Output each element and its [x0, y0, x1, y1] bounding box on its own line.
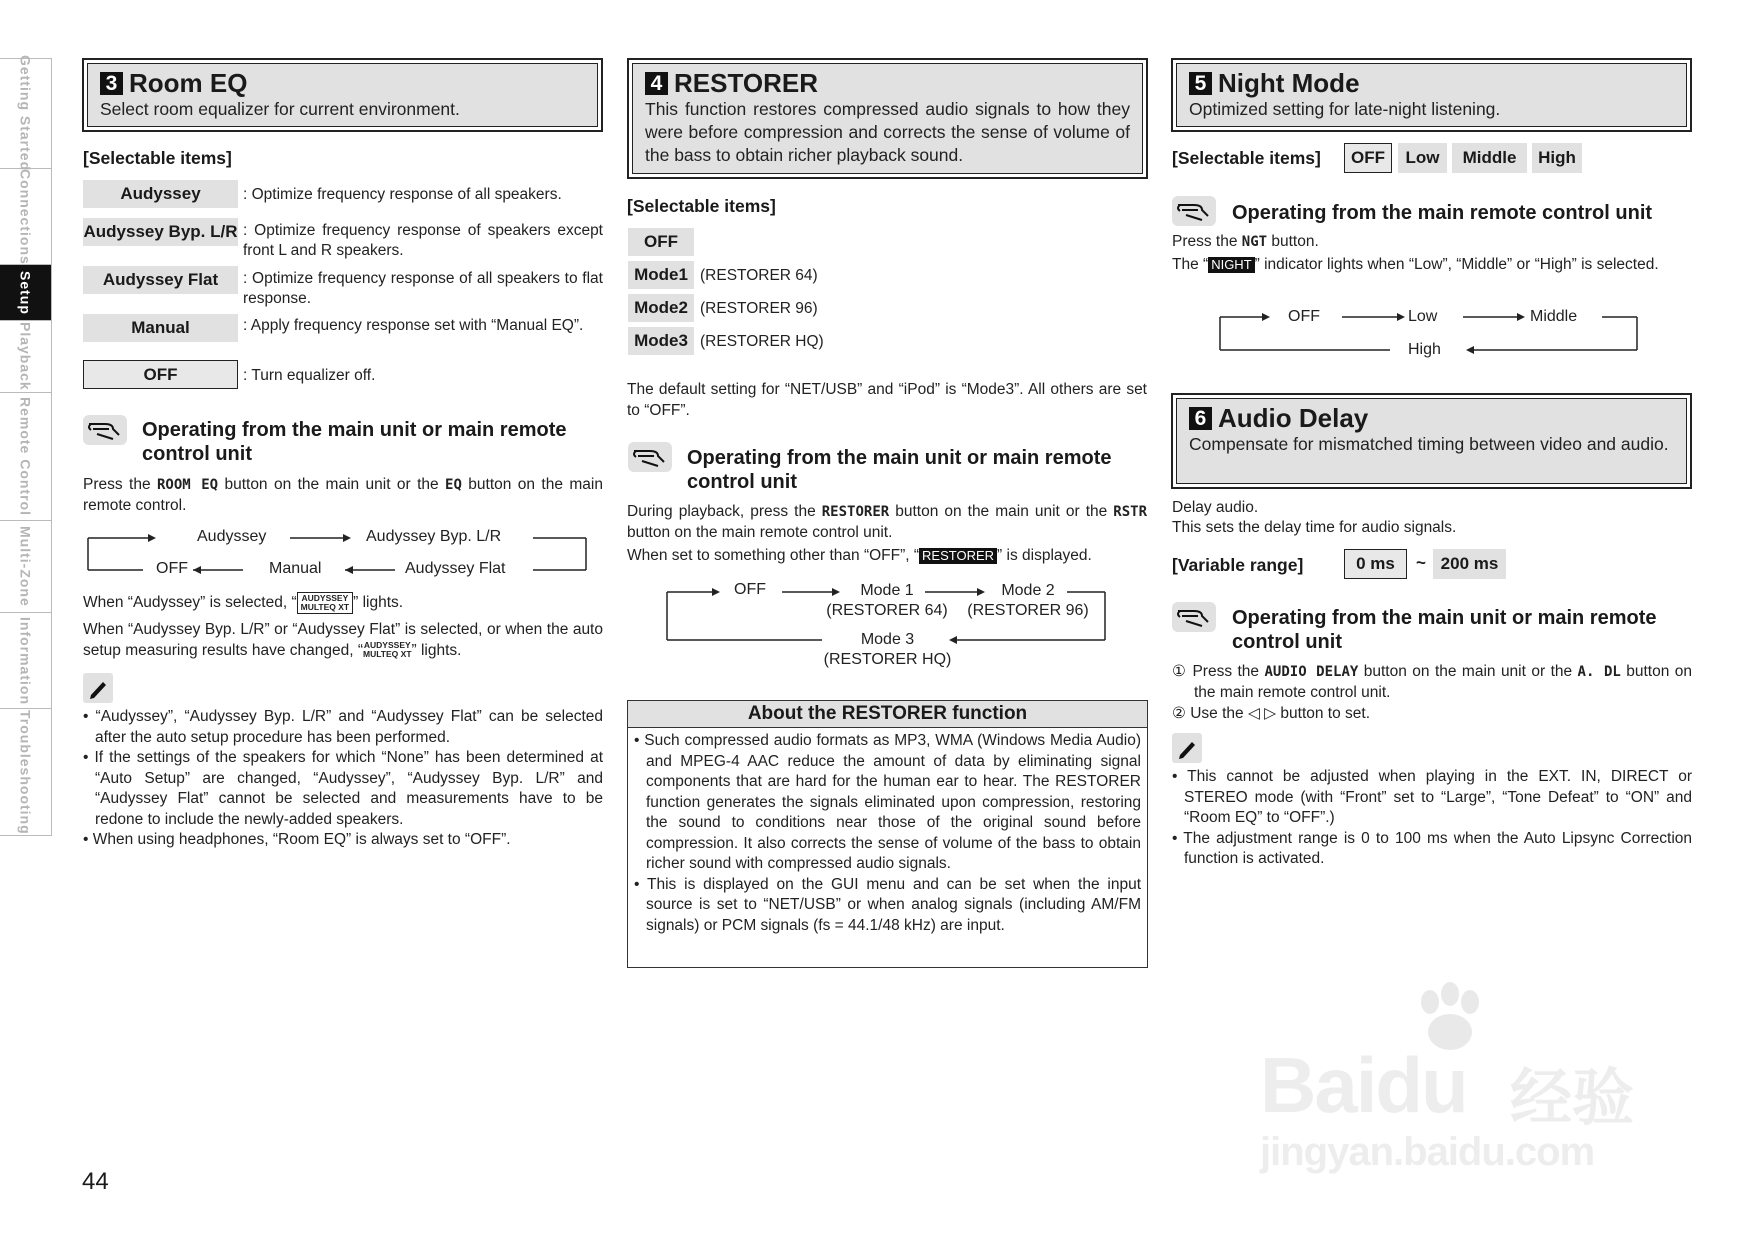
option-audyssey-byp: Audyssey Byp. L/R	[83, 218, 238, 246]
option-description: : Optimize frequency response of speakers except front L and R speakers.	[243, 222, 603, 259]
option-audyssey: Audyssey	[83, 180, 238, 208]
operation-title: Operating from the main unit or main remote control unit	[1232, 607, 1657, 653]
watermark-url: jingyan.baidu.com	[1260, 1130, 1595, 1174]
section-number: 4	[645, 72, 668, 95]
rstr-button-name: RSTR	[1113, 504, 1147, 520]
restorer-button-name: RESTORER	[821, 504, 890, 520]
about-title: About the RESTORER function	[628, 701, 1147, 728]
flow-step: Manual	[269, 560, 322, 577]
room-eq-button-name: ROOM EQ	[156, 477, 219, 493]
step-2: ② Use the ◁ ▷ button to set.	[1172, 705, 1371, 722]
flow-step: Audyssey Flat	[405, 560, 506, 577]
side-tab-multi-zone[interactable]: Multi-Zone	[0, 520, 52, 612]
display-text: When set to something other than “OFF”, “ RESTORER ” is displayed.	[627, 547, 1092, 564]
night-indicator: NIGHT	[1208, 257, 1254, 273]
section-description: Optimized setting for late-night listening.	[1189, 99, 1501, 119]
flow-step: Audyssey	[197, 528, 267, 545]
baidu-watermark: Baidu 经验 jingyan.baidu.com	[1260, 980, 1660, 1180]
option-low: Low	[1398, 143, 1447, 173]
flow-step: OFF	[734, 581, 766, 598]
about-item: • Such compressed audio formats as MP3, WMA (Windows Media Audio) and MPEG-4 AAC reduce the amount of data by eliminating signal components that are hard for the human ear to hear. The RESTORER function generates the signals eliminated upon compression, restoring the sound to conditions near those of the original sound before compression. It also corrects the sense of volume of the bass to obtain richer sound with compressed audio signals.	[634, 732, 1142, 872]
section-title: Night Mode	[1218, 68, 1360, 98]
option-description: : Apply frequency response set with “Manual EQ”.	[243, 317, 584, 334]
ngt-button-name: NGT	[1241, 234, 1268, 250]
side-tab-playback[interactable]: Playback	[0, 320, 52, 392]
audio-delay-header	[1171, 393, 1692, 489]
note-item: • “Audyssey”, “Audyssey Byp. L/R” and “Audyssey Flat” can be selected after the auto setup procedure has been performed.	[83, 708, 604, 746]
note-item: • The adjustment range is 0 to 100 ms when the Auto Lipsync Correction function is activated.	[1172, 829, 1693, 867]
flow-step: OFF	[1288, 308, 1320, 325]
room-eq-notes	[83, 707, 603, 851]
flow-step: Mode 1 (RESTORER 64)	[826, 582, 948, 619]
eq-button-name: EQ	[445, 477, 462, 493]
section-number: 5	[1189, 72, 1212, 95]
flow-step: OFF	[156, 560, 188, 577]
selectable-items-label: [Selectable items]	[83, 148, 232, 168]
flow-step: Mode 2 (RESTORER 96)	[967, 582, 1089, 619]
remote-hand-icon	[628, 442, 672, 472]
note-item: • This cannot be adjusted when playing in the EXT. IN, DIRECT or STEREO mode (with “Front” set to “Large”, “Tone Defeat” to “ON” and “Room EQ” to “OFF”.)	[1172, 768, 1692, 826]
operation-title: Operating from the main remote control unit	[1232, 202, 1653, 224]
section-number: 6	[1189, 407, 1212, 430]
side-tab-information[interactable]: Information	[0, 612, 52, 708]
range-max: 200 ms	[1433, 549, 1506, 579]
note-pencil-icon	[1172, 733, 1202, 763]
audyssey-logo: AUDYSSEY MULTEQ XT	[363, 640, 412, 660]
indicator-text: The “ NIGHT ” indicator lights when “Low”, “Middle” or “High” is selected.	[1172, 256, 1659, 273]
operation-title: Operating from the main unit or main remote control unit	[687, 447, 1112, 493]
side-tab-getting-started[interactable]: Getting Started	[0, 58, 52, 168]
operation-text: Press the NGT button.	[1172, 233, 1319, 250]
note-pencil-icon	[83, 673, 113, 703]
option-audyssey-flat: Audyssey Flat	[83, 266, 238, 294]
option-manual: Manual	[83, 314, 238, 342]
flow-step: Mode 3 (RESTORER HQ)	[823, 631, 952, 668]
side-tab-connections[interactable]: Connections	[0, 168, 52, 264]
option-mode2: Mode2	[628, 294, 694, 322]
option-description: (RESTORER HQ)	[700, 333, 824, 350]
a-dl-button-name: A. DL	[1577, 664, 1621, 680]
option-off: OFF	[83, 360, 238, 389]
about-item: • This is displayed on the GUI menu and can be set when the input source is set to “NET/USB” or when analog signals (including AM/FM signals) or PCM signals (fs = 44.1/48 kHz) are input.	[634, 875, 1142, 934]
about-restorer-box	[627, 700, 1148, 968]
page-number: 44	[82, 1168, 109, 1195]
variable-range-label: [Variable range]	[1172, 555, 1304, 575]
section-description: Compensate for mismatched timing between video and audio.	[1189, 434, 1669, 454]
note-item: • If the settings of the speakers for which “None” has been determined at “Auto Setup” are changed, “Audyssey”, “Audyssey Byp. L/R” and “Audyssey Flat” cannot be selected and measurements have to be redone to include the newly-added speakers.	[83, 749, 603, 828]
audyssey-lights-text: When “Audyssey” is selected, “ AUDYSSEY MULTEQ XT ” lights.	[83, 593, 404, 612]
option-description: : Optimize frequency response of all speakers.	[243, 186, 562, 203]
note-item: • When using headphones, “Room EQ” is always set to “OFF”.	[83, 831, 511, 848]
section-number: 3	[100, 72, 123, 95]
option-description: (RESTORER 64)	[700, 267, 818, 284]
step-1: ① Press the AUDIO DELAY button on the main unit or the A. DL button on the main remote control unit.	[1172, 663, 1693, 701]
selectable-items-label: [Selectable items]	[627, 196, 776, 216]
option-high: High	[1532, 143, 1582, 173]
remote-hand-icon	[1172, 196, 1216, 226]
section-title: Audio Delay	[1218, 403, 1369, 433]
audyssey-logo-boxed: AUDYSSEY MULTEQ XT	[297, 592, 353, 614]
section-description: This function restores compressed audio signals to how they were before compression and corrects the sense of volume of the bass to obtain richer playback sound.	[645, 99, 1130, 165]
range-min: 0 ms	[1344, 549, 1407, 579]
flow-step: Audyssey Byp. L/R	[366, 528, 502, 545]
delay-audio-text: Delay audio.	[1172, 499, 1259, 516]
operation-title: Operating from the main unit or main remote control unit	[142, 419, 567, 465]
operation-text: Press the ROOM EQ button on the main unit or the EQ button on the main remote control.	[83, 476, 603, 514]
option-off: OFF	[1344, 143, 1392, 173]
side-tab-troubleshooting[interactable]: Troubleshooting	[0, 708, 52, 836]
delay-time-text: This sets the delay time for audio signals.	[1172, 519, 1457, 536]
operation-text: During playback, press the RESTORER button on the main unit or the RSTR button on the main remote control unit.	[627, 503, 1147, 541]
remote-hand-icon	[1172, 602, 1216, 632]
option-description: (RESTORER 96)	[700, 300, 818, 317]
range-separator: ~	[1416, 553, 1426, 572]
audyssey-byp-lights-text: When “Audyssey Byp. L/R” or “Audyssey Flat” is selected, or when the auto setup measuring results have changed, “AUDYSSEY MULTEQ XT” lights.	[83, 621, 603, 660]
selectable-items-label: [Selectable items]	[1172, 148, 1321, 168]
section-title: Room EQ	[129, 68, 248, 98]
default-setting-text: The default setting for “NET/USB” and “iPod” is “Mode3”. All others are set to “OFF”.	[627, 381, 1147, 419]
section-description: Select room equalizer for current environment.	[100, 99, 460, 119]
section-title: RESTORER	[674, 68, 818, 98]
audio-delay-button-name: AUDIO DELAY	[1264, 664, 1359, 680]
remote-hand-icon	[83, 415, 127, 445]
option-description: : Optimize frequency response of all speakers to flat response.	[243, 270, 603, 307]
side-tab-bar	[0, 55, 54, 836]
side-tab-remote-control[interactable]: Remote Control	[0, 392, 52, 520]
side-tab-setup[interactable]: Setup	[0, 264, 52, 320]
audio-delay-notes	[1172, 767, 1692, 870]
room-eq-header	[82, 58, 603, 132]
flow-step: Low	[1408, 308, 1438, 325]
option-mode1: Mode1	[628, 261, 694, 289]
flow-step: Middle	[1530, 308, 1578, 325]
restorer-header	[627, 58, 1148, 179]
option-off: OFF	[628, 228, 694, 256]
option-mode3: Mode3	[628, 327, 694, 355]
flow-step: High	[1408, 341, 1441, 358]
option-description: : Turn equalizer off.	[243, 367, 376, 384]
watermark-cn: 经验	[1510, 1064, 1635, 1133]
option-middle: Middle	[1452, 143, 1527, 173]
restorer-indicator: RESTORER	[919, 548, 997, 564]
night-mode-header	[1171, 58, 1692, 132]
